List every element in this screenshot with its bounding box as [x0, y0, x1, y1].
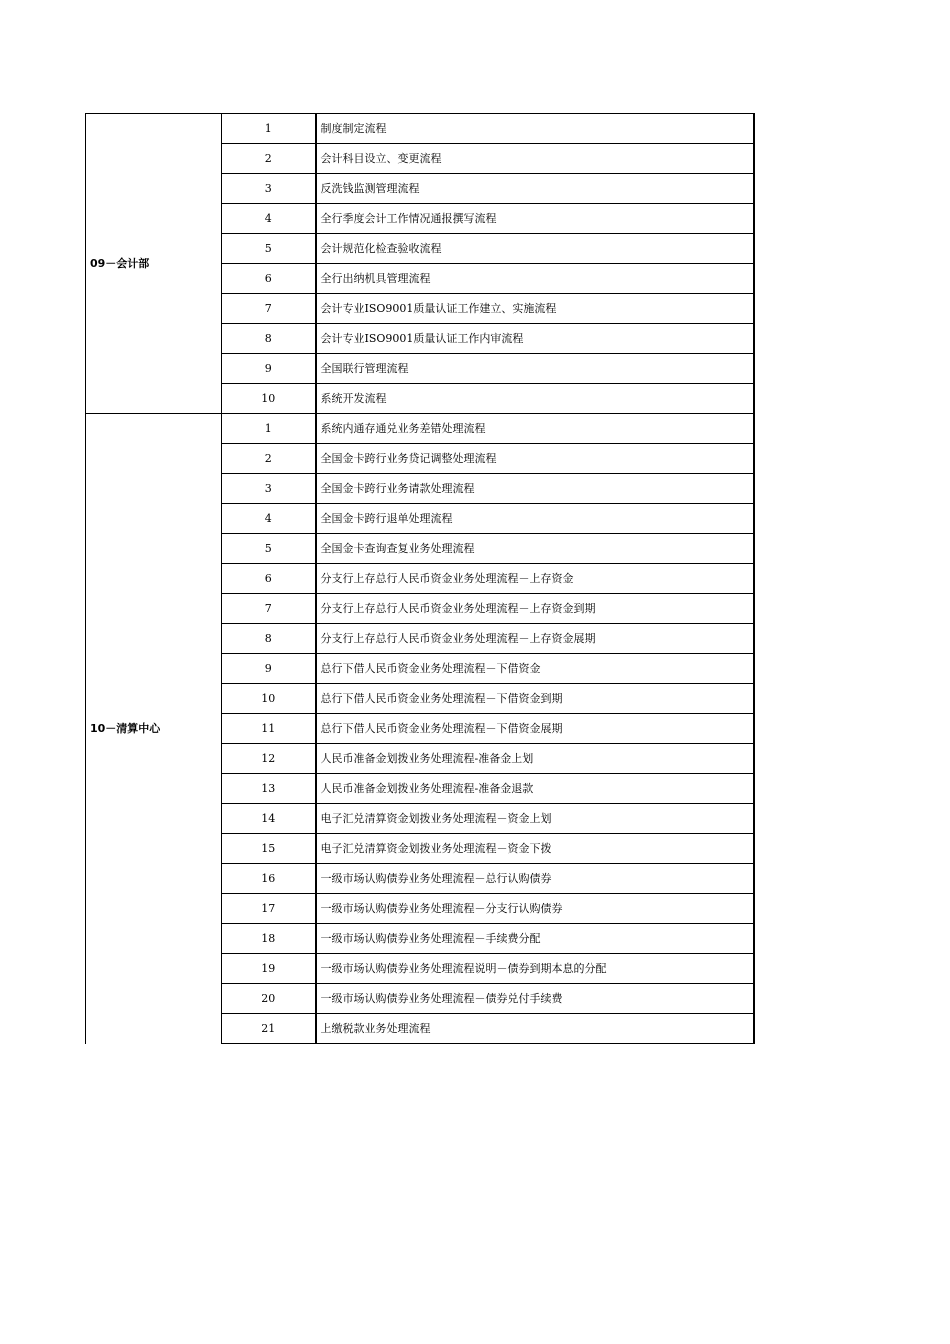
row-number: 4 [222, 504, 316, 534]
row-number: 5 [222, 234, 316, 264]
process-name: 系统开发流程 [316, 384, 754, 414]
row-number: 18 [222, 924, 316, 954]
row-number: 11 [222, 714, 316, 744]
row-number: 9 [222, 354, 316, 384]
row-number: 14 [222, 804, 316, 834]
department-name: 10－清算中心 [86, 414, 222, 1044]
process-name: 全国金卡跨行业务请款处理流程 [316, 474, 754, 504]
process-name: 全国金卡查询查复业务处理流程 [316, 534, 754, 564]
process-name: 一级市场认购债券业务处理流程说明－债券到期本息的分配 [316, 954, 754, 984]
process-name: 反洗钱监测管理流程 [316, 174, 754, 204]
row-number: 7 [222, 294, 316, 324]
process-name: 全国金卡跨行退单处理流程 [316, 504, 754, 534]
process-name: 会计科目设立、变更流程 [316, 144, 754, 174]
process-name: 全行出纳机具管理流程 [316, 264, 754, 294]
row-number: 16 [222, 864, 316, 894]
process-name: 电子汇兑清算资金划拨业务处理流程－资金上划 [316, 804, 754, 834]
process-name: 会计专业ISO9001质量认证工作内审流程 [316, 324, 754, 354]
row-number: 19 [222, 954, 316, 984]
process-table [85, 113, 755, 1044]
row-number: 8 [222, 324, 316, 354]
process-name: 上缴税款业务处理流程 [316, 1014, 754, 1044]
table-row [86, 414, 754, 444]
row-number: 2 [222, 444, 316, 474]
process-name: 会计规范化检查验收流程 [316, 234, 754, 264]
row-number: 12 [222, 744, 316, 774]
row-number: 10 [222, 384, 316, 414]
process-name: 分支行上存总行人民币资金业务处理流程－上存资金展期 [316, 624, 754, 654]
row-number: 1 [222, 414, 316, 444]
process-name: 一级市场认购债券业务处理流程－分支行认购债券 [316, 894, 754, 924]
process-name: 全行季度会计工作情况通报撰写流程 [316, 204, 754, 234]
row-number: 17 [222, 894, 316, 924]
process-name: 一级市场认购债券业务处理流程－债券兑付手续费 [316, 984, 754, 1014]
process-name: 总行下借人民币资金业务处理流程－下借资金到期 [316, 684, 754, 714]
process-name: 全国联行管理流程 [316, 354, 754, 384]
row-number: 8 [222, 624, 316, 654]
process-name: 人民币准备金划拨业务处理流程-准备金上划 [316, 744, 754, 774]
process-name: 人民币准备金划拨业务处理流程-准备金退款 [316, 774, 754, 804]
process-name: 会计专业ISO9001质量认证工作建立、实施流程 [316, 294, 754, 324]
row-number: 5 [222, 534, 316, 564]
row-number: 6 [222, 264, 316, 294]
row-number: 2 [222, 144, 316, 174]
process-name: 分支行上存总行人民币资金业务处理流程－上存资金到期 [316, 594, 754, 624]
row-number: 13 [222, 774, 316, 804]
row-number: 3 [222, 474, 316, 504]
process-name: 系统内通存通兑业务差错处理流程 [316, 414, 754, 444]
row-number: 1 [222, 114, 316, 144]
process-name: 总行下借人民币资金业务处理流程－下借资金 [316, 654, 754, 684]
row-number: 20 [222, 984, 316, 1014]
process-name: 总行下借人民币资金业务处理流程－下借资金展期 [316, 714, 754, 744]
process-name: 一级市场认购债券业务处理流程－手续费分配 [316, 924, 754, 954]
process-name: 一级市场认购债券业务处理流程－总行认购债券 [316, 864, 754, 894]
row-number: 21 [222, 1014, 316, 1044]
row-number: 9 [222, 654, 316, 684]
table-row [86, 114, 754, 144]
process-name: 电子汇兑清算资金划拨业务处理流程－资金下拨 [316, 834, 754, 864]
row-number: 7 [222, 594, 316, 624]
row-number: 15 [222, 834, 316, 864]
process-name: 制度制定流程 [316, 114, 754, 144]
process-name: 全国金卡跨行业务贷记调整处理流程 [316, 444, 754, 474]
row-number: 10 [222, 684, 316, 714]
department-name: 09－会计部 [86, 114, 222, 414]
row-number: 6 [222, 564, 316, 594]
process-name: 分支行上存总行人民币资金业务处理流程－上存资金 [316, 564, 754, 594]
row-number: 4 [222, 204, 316, 234]
row-number: 3 [222, 174, 316, 204]
